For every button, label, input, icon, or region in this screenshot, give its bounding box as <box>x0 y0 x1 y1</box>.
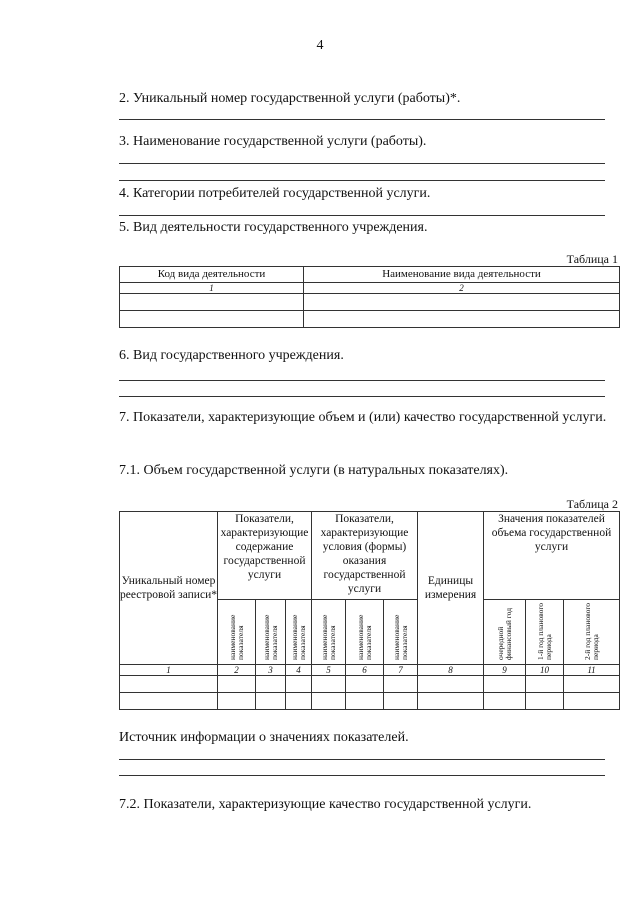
table-1-cell <box>304 294 620 311</box>
table-2-cell <box>346 676 384 693</box>
table-2-cell <box>418 693 484 710</box>
table-2-cell <box>418 676 484 693</box>
table-2-cell <box>526 693 564 710</box>
section-7-1-heading: 7.1. Объем государственной услуги (в натуральных показателях). <box>119 463 509 478</box>
section-7-heading: 7. Показатели, характеризующие объем и (или) качество государственной услуги. <box>119 410 607 425</box>
table-2-cell <box>120 693 218 710</box>
blank-line <box>119 180 605 181</box>
table-2-subheader: наименование показателя <box>289 614 307 660</box>
table-2-col-number: 8 <box>418 665 484 676</box>
blank-line <box>119 775 605 776</box>
blank-line <box>119 163 605 164</box>
table-2-col-number: 11 <box>564 665 620 676</box>
table-1-cell <box>120 294 304 311</box>
page-number: 4 <box>316 38 324 53</box>
blank-line <box>119 759 605 760</box>
table-2-subheader: 2-й год планового периода <box>582 603 600 660</box>
table-1-caption: Таблица 1 <box>566 252 618 266</box>
table-2-cell <box>384 693 418 710</box>
table-1-cell <box>304 311 620 328</box>
table-2-cell <box>312 693 346 710</box>
table-2-cell <box>484 693 526 710</box>
blank-line <box>119 396 605 397</box>
table-2-cell <box>564 693 620 710</box>
table-2-subheader: наименование показателя <box>261 614 279 660</box>
table-2-subheader: очередной финансовый год <box>495 607 513 660</box>
table-2-header-values: Значения показателей объема государственной услуги <box>484 512 620 600</box>
section-6-heading: 6. Вид государственного учреждения. <box>119 348 344 363</box>
table-1 <box>119 266 620 328</box>
table-2-subheader: наименование показателя <box>355 614 373 660</box>
table-2-cell <box>346 693 384 710</box>
table-2-header-conditions: Показатели, характеризующие условия (формы) оказания государственной услуги <box>312 512 418 600</box>
table-2-cell <box>218 676 256 693</box>
section-5-heading: 5. Вид деятельности государственного учреждения. <box>119 220 428 235</box>
table-2-cell <box>312 676 346 693</box>
table-2-cell <box>564 676 620 693</box>
table-2-subheader: наименование показателя <box>319 614 337 660</box>
section-7-2-heading: 7.2. Показатели, характеризующие качество государственной услуги. <box>119 797 532 812</box>
table-1-cell <box>120 311 304 328</box>
table-2-col-number: 3 <box>256 665 286 676</box>
table-1-col-number: 2 <box>304 283 620 294</box>
table-1-col-number: 1 <box>120 283 304 294</box>
table-2-col-number: 4 <box>286 665 312 676</box>
section-2-heading: 2. Уникальный номер государственной услуги (работы)*. <box>119 91 461 106</box>
table-2-col-number: 1 <box>120 665 218 676</box>
section-3-heading: 3. Наименование государственной услуги (работы). <box>119 134 427 149</box>
table-2-subheader: 1-й год планового периода <box>535 603 553 660</box>
table-2-cell <box>120 676 218 693</box>
table-2-header-registry: Уникальный номер реестровой записи* <box>120 512 218 665</box>
table-2-cell <box>218 693 256 710</box>
table-1-header-name: Наименование вида деятельности <box>304 267 620 283</box>
table-1-header-code: Код вида деятельности <box>120 267 304 283</box>
table-2-caption: Таблица 2 <box>566 497 618 511</box>
source-of-information-heading: Источник информации о значениях показателей. <box>119 730 409 745</box>
blank-line <box>119 119 605 120</box>
table-2 <box>119 511 620 710</box>
table-2-cell <box>484 676 526 693</box>
table-2-cell <box>256 693 286 710</box>
table-2-subheader: наименование показателя <box>391 614 409 660</box>
table-2-header-units: Единицы измерения <box>418 512 484 665</box>
table-2-cell <box>384 676 418 693</box>
table-2-cell <box>526 676 564 693</box>
table-2-col-number: 6 <box>346 665 384 676</box>
table-2-col-number: 2 <box>218 665 256 676</box>
table-2-col-number: 9 <box>484 665 526 676</box>
table-2-cell <box>286 676 312 693</box>
blank-line <box>119 380 605 381</box>
table-2-cell <box>286 693 312 710</box>
section-4-heading: 4. Категории потребителей государственной услуги. <box>119 186 431 201</box>
blank-line <box>119 215 605 216</box>
table-2-header-content: Показатели, характеризующие содержание государственной услуги <box>218 512 312 600</box>
table-2-col-number: 10 <box>526 665 564 676</box>
table-2-subheader: наименование показателя <box>227 614 245 660</box>
table-2-col-number: 7 <box>384 665 418 676</box>
table-2-col-number: 5 <box>312 665 346 676</box>
table-2-cell <box>256 676 286 693</box>
